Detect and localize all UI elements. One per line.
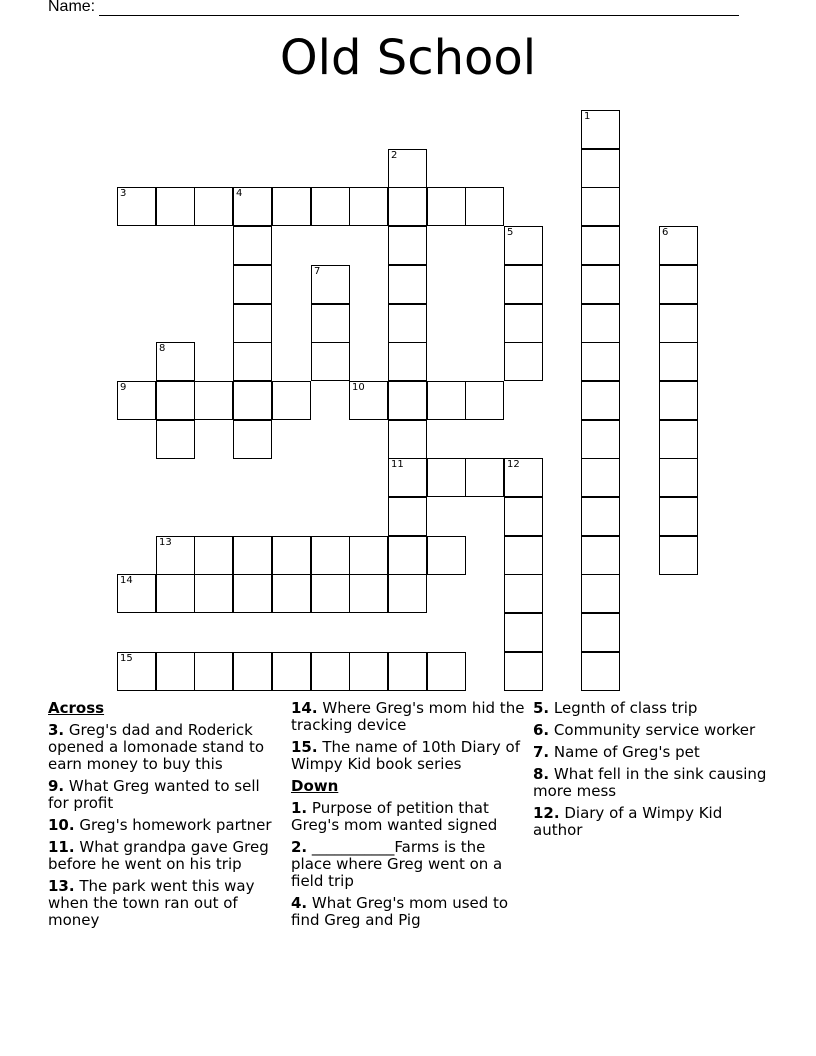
- grid-cell[interactable]: [504, 574, 543, 613]
- grid-cell[interactable]: [388, 574, 427, 613]
- clue-number: 9: [120, 382, 127, 393]
- clue-across-14: 14. Where Greg's mom hid the tracking device: [291, 699, 525, 734]
- clue-number: 11: [391, 459, 404, 470]
- grid-cell[interactable]: [233, 304, 272, 343]
- grid-cell[interactable]: [349, 381, 388, 420]
- grid-cell[interactable]: [659, 536, 698, 575]
- grid-cell[interactable]: [504, 342, 543, 381]
- grid-cell[interactable]: [388, 536, 427, 575]
- grid-cell[interactable]: [311, 652, 350, 691]
- grid-cell[interactable]: [504, 613, 543, 652]
- grid-cell[interactable]: [388, 652, 427, 691]
- grid-cell[interactable]: [659, 458, 698, 497]
- grid-cell[interactable]: [233, 187, 272, 226]
- grid-cell[interactable]: [156, 574, 195, 613]
- grid-cell[interactable]: [311, 342, 350, 381]
- grid-cell[interactable]: [233, 226, 272, 265]
- clue-number: 6: [662, 227, 669, 238]
- grid-cell[interactable]: [388, 497, 427, 536]
- grid-cell[interactable]: [233, 381, 272, 420]
- clue-number: 8: [159, 343, 166, 354]
- grid-cell[interactable]: [659, 497, 698, 536]
- grid-cell[interactable]: [581, 652, 620, 691]
- grid-cell[interactable]: [117, 187, 156, 226]
- grid-cell[interactable]: [388, 265, 427, 304]
- grid-cell[interactable]: [156, 420, 195, 459]
- clue-down-8: 8. What fell in the sink causing more mess: [533, 765, 767, 800]
- grid-cell[interactable]: [581, 381, 620, 420]
- grid-cell[interactable]: [659, 381, 698, 420]
- grid-cell[interactable]: [465, 381, 504, 420]
- across-heading: Across: [48, 699, 105, 717]
- grid-cell[interactable]: [659, 304, 698, 343]
- grid-cell[interactable]: [388, 458, 427, 497]
- grid-cell[interactable]: [465, 458, 504, 497]
- grid-cell[interactable]: [311, 574, 350, 613]
- grid-cell[interactable]: [581, 420, 620, 459]
- grid-cell[interactable]: [194, 187, 233, 226]
- grid-cell[interactable]: [388, 226, 427, 265]
- clue-number: 12: [507, 459, 520, 470]
- clue-column-1: [48, 700, 284, 934]
- puzzle-title: Old School: [279, 30, 537, 86]
- grid-cell[interactable]: [427, 536, 466, 575]
- grid-cell[interactable]: [311, 187, 350, 226]
- clue-down-5: 5. Legnth of class trip: [533, 699, 698, 717]
- grid-cell[interactable]: [349, 536, 388, 575]
- grid-cell[interactable]: [349, 574, 388, 613]
- clue-down-7: 7. Name of Greg's pet: [533, 743, 700, 761]
- grid-cell[interactable]: [349, 187, 388, 226]
- clue-number: 1: [584, 111, 591, 122]
- grid-cell[interactable]: [581, 187, 620, 226]
- clue-down-6: 6. Community service worker: [533, 721, 756, 739]
- grid-cell[interactable]: [194, 381, 233, 420]
- clue-number: 5: [507, 227, 514, 238]
- grid-cell[interactable]: [581, 265, 620, 304]
- clue-number: 4: [236, 188, 243, 199]
- grid-cell[interactable]: [233, 574, 272, 613]
- clue-across-10: 10. Greg's homework partner: [48, 816, 272, 834]
- grid-cell[interactable]: [272, 187, 311, 226]
- grid-cell[interactable]: [504, 458, 543, 497]
- clue-across-15: 15. The name of 10th Diary of Wimpy Kid book series: [291, 738, 520, 773]
- grid-cell[interactable]: [349, 652, 388, 691]
- clue-number: 10: [352, 382, 365, 393]
- grid-cell[interactable]: [659, 342, 698, 381]
- grid-cell[interactable]: [581, 342, 620, 381]
- grid-cell[interactable]: [581, 613, 620, 652]
- grid-cell[interactable]: [465, 187, 504, 226]
- grid-cell[interactable]: [581, 110, 620, 149]
- grid-cell[interactable]: [233, 536, 272, 575]
- clue-column-3: [533, 700, 769, 844]
- grid-cell[interactable]: [388, 342, 427, 381]
- clue-across-13: 13. The park went this way when the town ran out of money: [48, 877, 255, 929]
- grid-cell[interactable]: [388, 420, 427, 459]
- grid-cell[interactable]: [233, 652, 272, 691]
- grid-cell[interactable]: [581, 458, 620, 497]
- name-label: Name:: [48, 0, 96, 15]
- grid-cell[interactable]: [388, 187, 427, 226]
- grid-cell[interactable]: [504, 652, 543, 691]
- grid-cell[interactable]: [311, 265, 350, 304]
- grid-cell[interactable]: [117, 574, 156, 613]
- grid-cell[interactable]: [117, 652, 156, 691]
- clue-column-2: [291, 700, 527, 934]
- grid-cell[interactable]: [504, 304, 543, 343]
- grid-cell[interactable]: [427, 187, 466, 226]
- grid-cell[interactable]: [581, 304, 620, 343]
- grid-cell[interactable]: [194, 652, 233, 691]
- clue-number: 2: [391, 150, 398, 161]
- grid-cell[interactable]: [427, 652, 466, 691]
- grid-cell[interactable]: [504, 226, 543, 265]
- grid-cell[interactable]: [311, 304, 350, 343]
- grid-cell[interactable]: [504, 497, 543, 536]
- grid-cell[interactable]: [272, 652, 311, 691]
- grid-cell[interactable]: [272, 381, 311, 420]
- clue-down-2: 2. ___________Farms is the place where Greg went on a field trip: [291, 838, 503, 890]
- grid-cell[interactable]: [504, 265, 543, 304]
- clue-down-12: 12. Diary of a Wimpy Kid author: [533, 804, 723, 839]
- grid-cell[interactable]: [156, 536, 195, 575]
- grid-cell[interactable]: [388, 381, 427, 420]
- grid-cell[interactable]: [659, 265, 698, 304]
- clue-across-3: 3. Greg's dad and Roderick opened a lomonade stand to earn money to buy this: [48, 721, 265, 773]
- grid-cell[interactable]: [427, 458, 466, 497]
- clue-number: 15: [120, 653, 133, 664]
- grid-cell[interactable]: [272, 574, 311, 613]
- grid-cell[interactable]: [311, 536, 350, 575]
- clue-across-11: 11. What grandpa gave Greg before he went on his trip: [48, 838, 269, 873]
- grid-cell[interactable]: [581, 149, 620, 188]
- grid-cell[interactable]: [388, 304, 427, 343]
- grid-cell[interactable]: [233, 265, 272, 304]
- clue-across-9: 9. What Greg wanted to sell for profit: [48, 777, 260, 812]
- clue-number: 13: [159, 537, 172, 548]
- grid-cell[interactable]: [194, 536, 233, 575]
- clue-down-1: 1. Purpose of petition that Greg's mom wanted signed: [291, 799, 498, 834]
- grid-cell[interactable]: [388, 149, 427, 188]
- grid-cell[interactable]: [272, 536, 311, 575]
- grid-cell[interactable]: [117, 381, 156, 420]
- grid-cell[interactable]: [659, 226, 698, 265]
- grid-cell[interactable]: [156, 381, 195, 420]
- grid-cell[interactable]: [156, 652, 195, 691]
- grid-cell[interactable]: [581, 536, 620, 575]
- grid-cell[interactable]: [233, 342, 272, 381]
- grid-cell[interactable]: [233, 420, 272, 459]
- grid-cell[interactable]: [156, 342, 195, 381]
- grid-cell[interactable]: [581, 574, 620, 613]
- grid-cell[interactable]: [581, 226, 620, 265]
- clue-number: 3: [120, 188, 127, 199]
- grid-cell[interactable]: [194, 574, 233, 613]
- down-heading: Down: [291, 777, 339, 795]
- grid-cell[interactable]: [581, 497, 620, 536]
- clue-down-4: 4. What Greg's mom used to find Greg and Pig: [291, 894, 509, 929]
- clue-number: 7: [314, 266, 321, 277]
- grid-cell[interactable]: [427, 381, 466, 420]
- grid-cell[interactable]: [504, 536, 543, 575]
- grid-cell[interactable]: [659, 420, 698, 459]
- grid-cell[interactable]: [156, 187, 195, 226]
- clue-number: 14: [120, 575, 133, 586]
